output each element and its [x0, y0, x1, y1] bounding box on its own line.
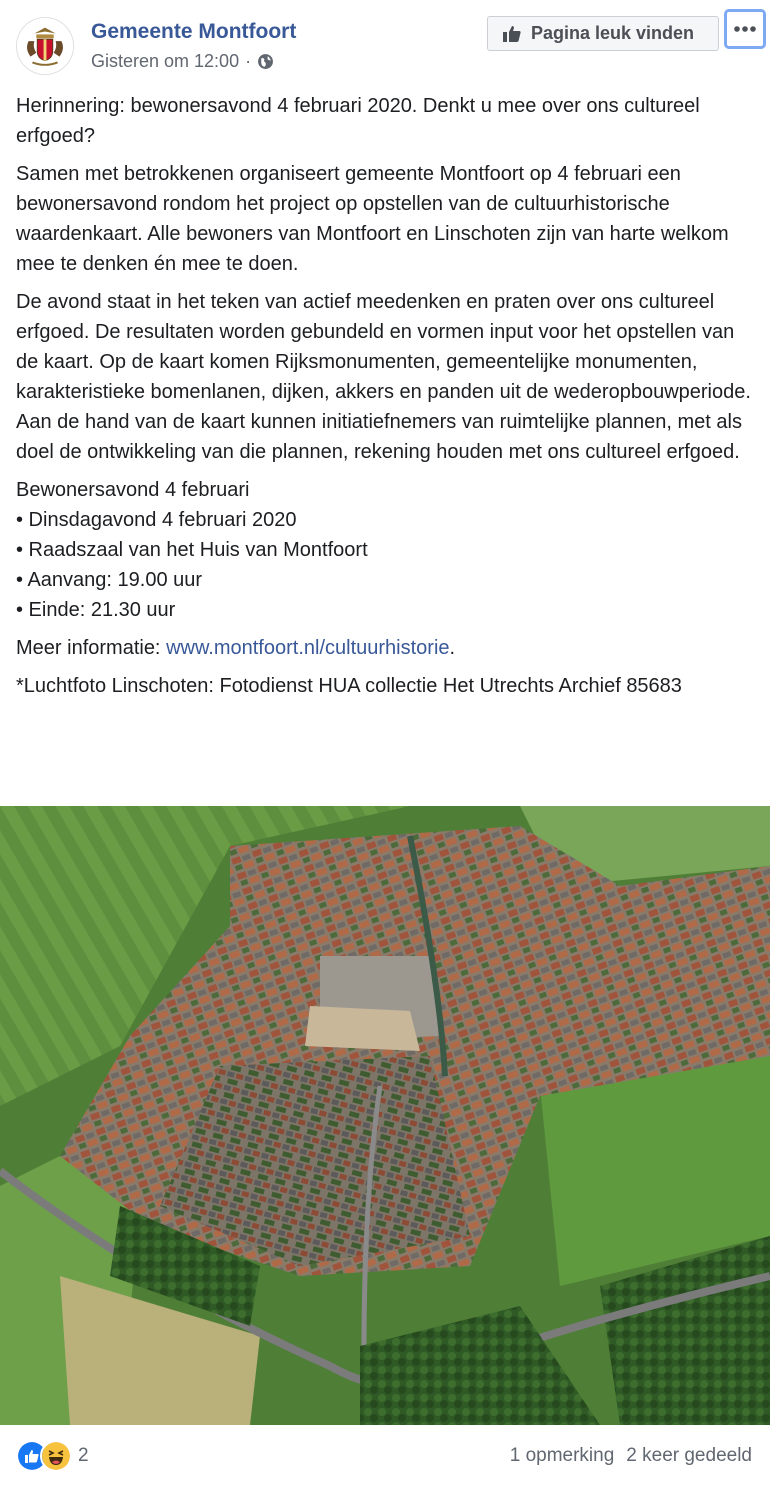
post-headline: Herinnering: bewonersavond 4 februari 2020. Denkt u mee over ons cultureel erfgoed?	[16, 95, 700, 147]
haha-reaction-icon	[40, 1440, 72, 1472]
event-item: • Dinsdagavond 4 februari 2020	[16, 509, 297, 531]
post-header	[0, 0, 770, 88]
like-page-button[interactable]	[487, 16, 719, 51]
page-avatar[interactable]	[16, 17, 74, 75]
like-page-label: Pagina leuk vinden	[531, 23, 695, 43]
event-title: Bewonersavond 4 februari	[16, 479, 250, 501]
meta-separator: ·	[245, 51, 252, 71]
more-info-label: Meer informatie:	[16, 637, 167, 659]
shares-count[interactable]: 2 keer gedeeld	[626, 1445, 752, 1466]
aerial-photo-linschoten	[0, 806, 770, 1425]
coat-of-arms-icon	[17, 18, 73, 74]
more-info-link[interactable]: www.montfoort.nl/cultuurhistorie	[166, 637, 450, 659]
post-footer	[0, 1425, 770, 1487]
post-paragraph-2: De avond staat in het teken van actief meedenken en praten over ons cultureel erfgoed. De resultaten worden gebundeld en vormen input voor het opstellen van de kaart. Op de kaart komen Rijksmonumenten, gemeentelijke monumenten, karakteristieke bomenlanen, dijken, akkers en panden uit de wederopbouwperiode. Aan de hand van de kaart kunnen initiatiefnemers van ruimtelijke plannen, met als doel de ontwikkeling van die plannen, rekening houden met ons cultureel erfgoed.	[16, 291, 751, 463]
reaction-count: 2	[78, 1445, 89, 1466]
photo-credit: *Luchtfoto Linschoten: Fotodienst HUA collectie Het Utrechts Archief 85683	[16, 675, 682, 697]
globe-icon[interactable]	[257, 53, 274, 70]
page-name-link[interactable]: Gemeente Montfoort	[91, 20, 297, 43]
comments-count[interactable]: 1 opmerking	[509, 1445, 615, 1466]
event-item: • Aanvang: 19.00 uur	[16, 569, 203, 591]
more-options-button[interactable]	[724, 9, 766, 49]
reactions-summary[interactable]	[16, 1440, 89, 1472]
thumbs-up-icon	[502, 24, 522, 44]
more-options-icon	[733, 25, 757, 33]
engagement-stats	[510, 1445, 752, 1467]
more-info-suffix: .	[449, 637, 456, 659]
post-meta	[91, 51, 274, 72]
post-paragraph-1: Samen met betrokkenen organiseert gemeente Montfoort op 4 februari een bewonersavond rondom het project op opstellen van de cultuurhistorische waardenkaart. Alle bewoners van Montfoort en Linschoten zijn van harte welkom mee te denken én mee te doen.	[16, 163, 729, 275]
post-content	[16, 91, 756, 709]
post-photo[interactable]	[0, 806, 770, 1425]
post-timestamp[interactable]: Gisteren om 12:00	[91, 51, 240, 71]
event-item: • Raadszaal van het Huis van Montfoort	[16, 539, 368, 561]
more-info-line	[16, 633, 756, 663]
event-item: • Einde: 21.30 uur	[16, 599, 176, 621]
